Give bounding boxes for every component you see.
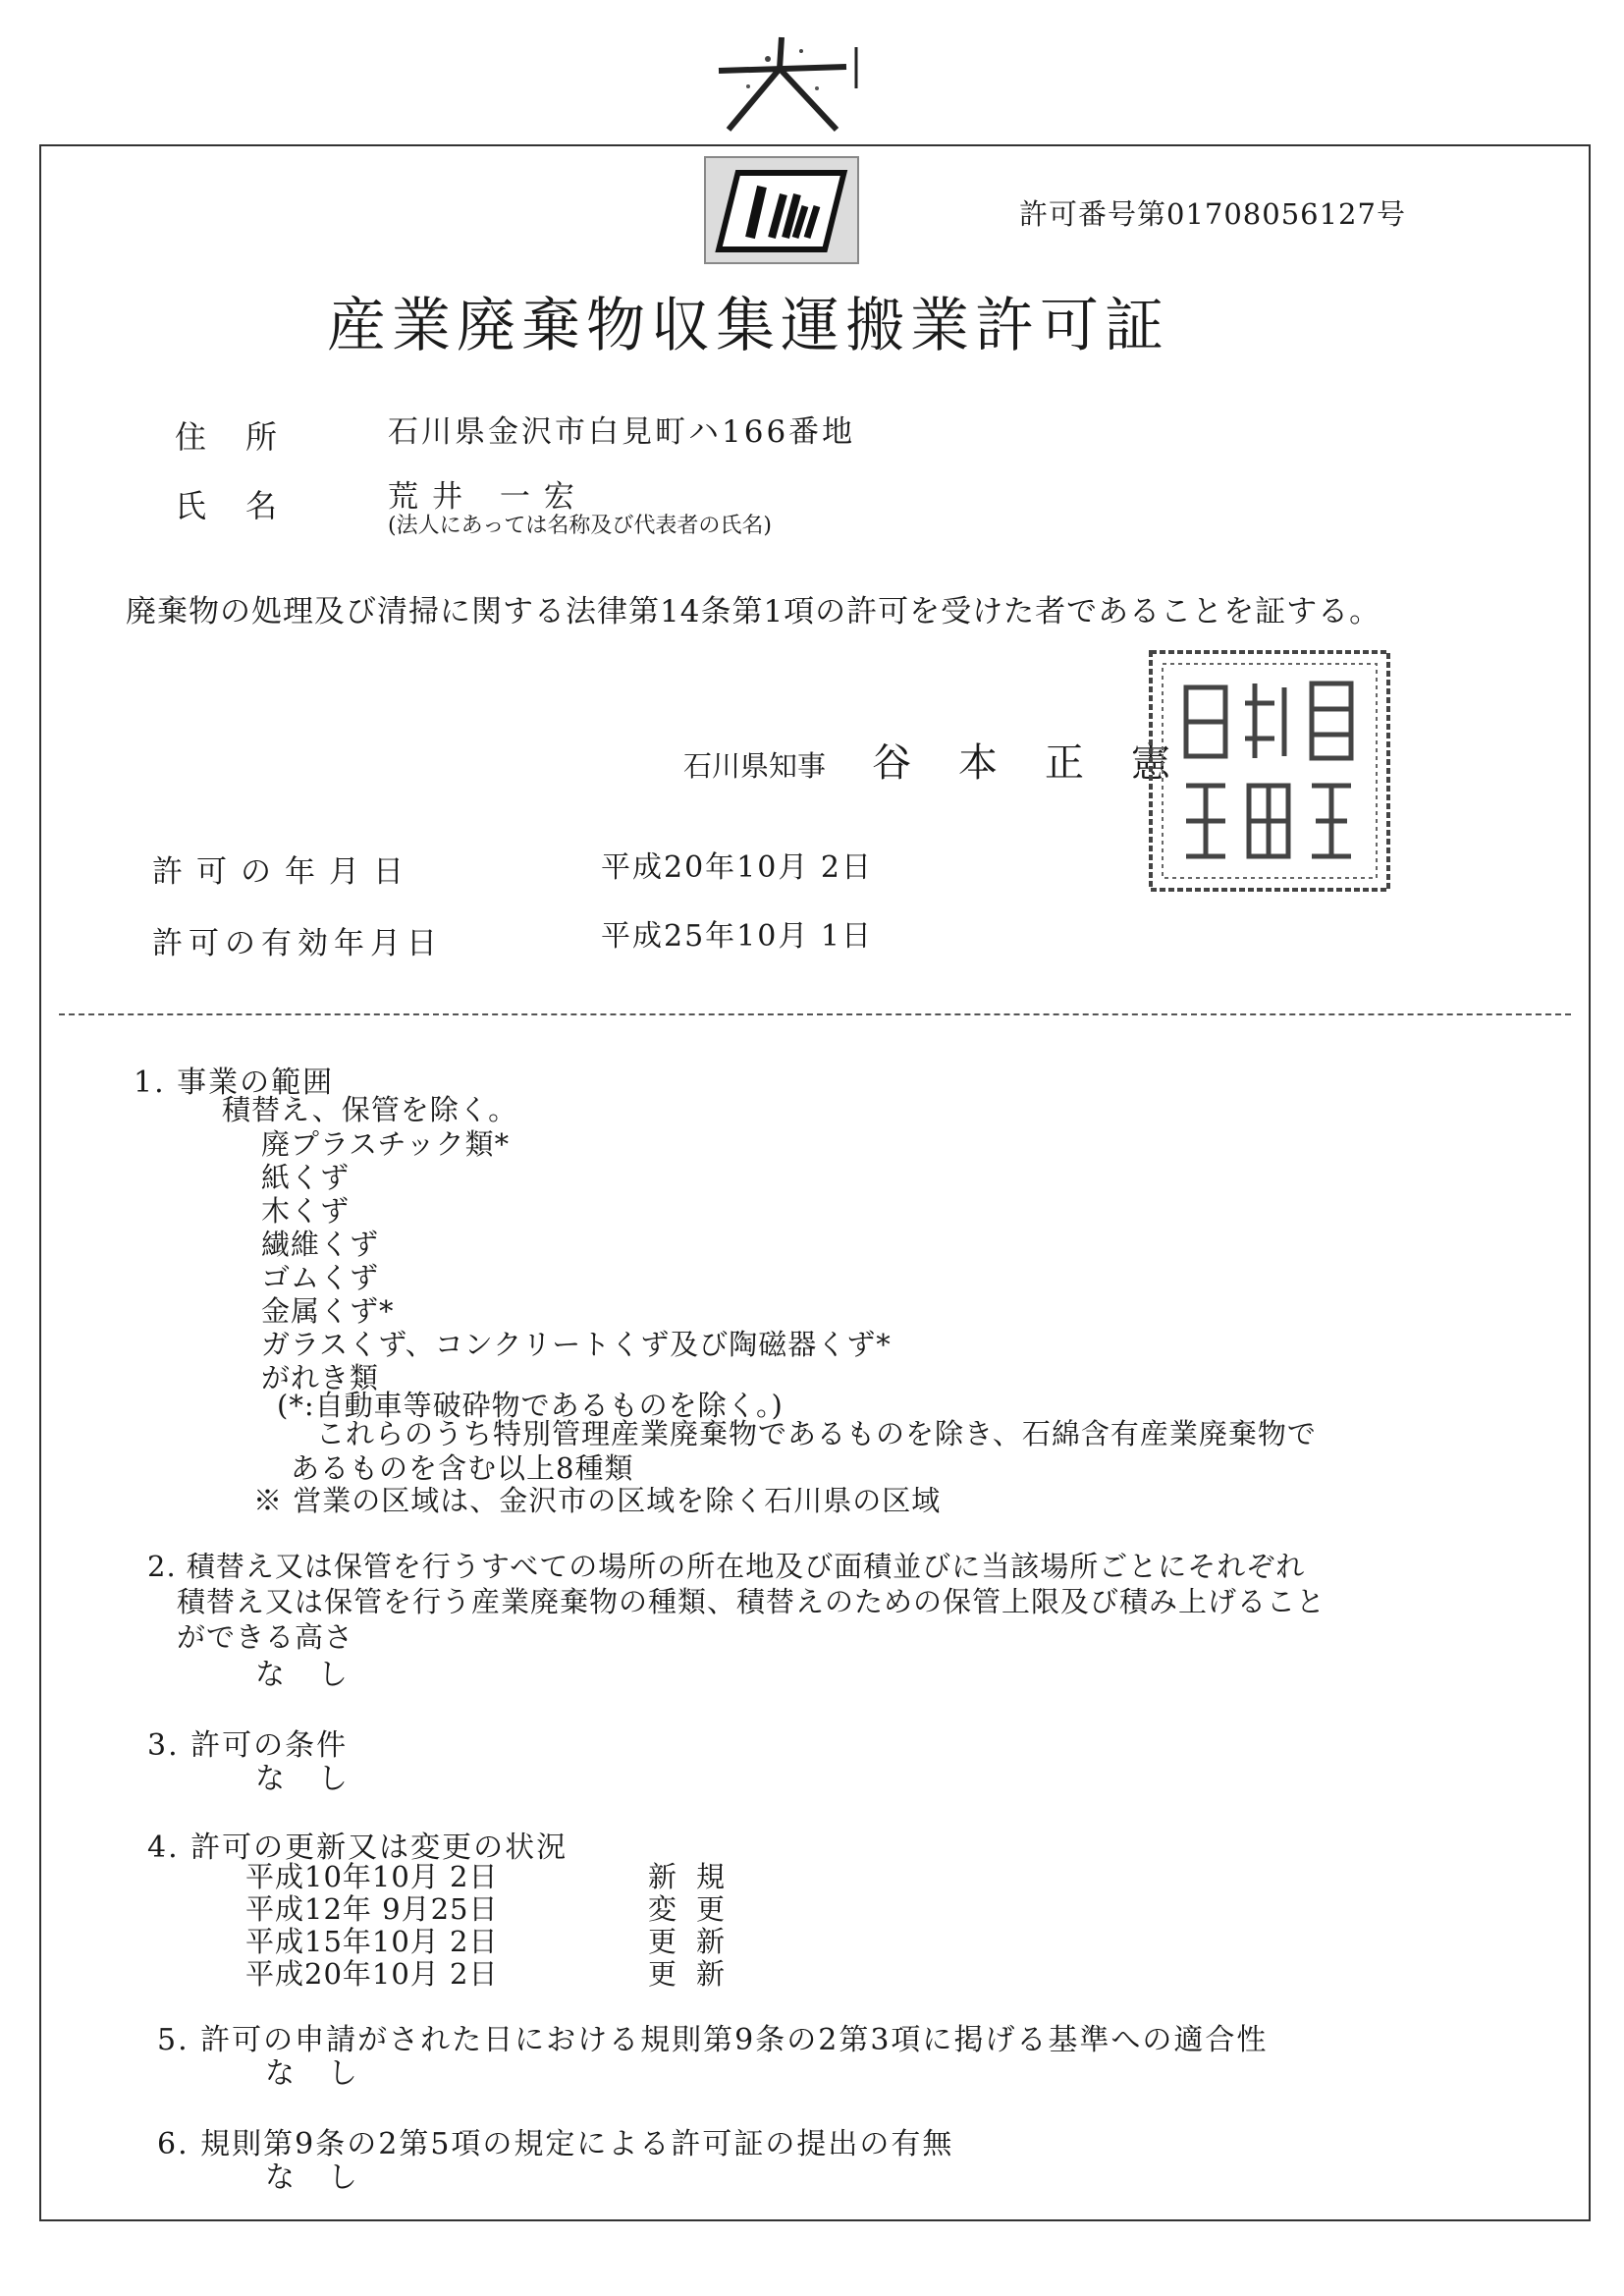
- name-value: 荒井 一宏: [388, 479, 588, 515]
- section1-item: 木くず: [261, 1194, 351, 1228]
- expiry-date-value: 平成25年10月 1日: [601, 919, 873, 954]
- section1-heading: 1. 事業の範囲: [134, 1066, 335, 1100]
- document-title: 産業廃棄物収集運搬業許可証: [327, 292, 1169, 360]
- section4-entry-date: 平成20年10月 2日: [245, 1957, 499, 1991]
- address-label: 住所: [175, 418, 317, 456]
- section2-line2: 積替え又は保管を行う産業廃棄物の種類、積替えのための保管上限及び積み上げること: [177, 1585, 1326, 1618]
- certification-logo-icon: [703, 155, 860, 265]
- section4-entry-type: 更新: [648, 1925, 745, 1958]
- section1-item: 金属くず*: [261, 1294, 395, 1328]
- section1-note-line1: これらのうち特別管理産業廃棄物であるものを除き、石綿含有産業廃棄物で: [316, 1417, 1317, 1450]
- section4-heading: 4. 許可の更新又は変更の状況: [147, 1831, 568, 1865]
- section-divider: [59, 1013, 1571, 1015]
- address-value: 石川県金沢市白見町ハ166番地: [388, 414, 856, 450]
- section4-entry-date: 平成10年10月 2日: [245, 1860, 499, 1893]
- official-seal-icon: [1147, 648, 1392, 894]
- section3-heading: 3. 許可の条件: [147, 1728, 349, 1763]
- section1-subheading: 積替え、保管を除く。: [222, 1093, 518, 1126]
- section4-entry-type: 変更: [648, 1892, 745, 1926]
- section6-heading: 6. 規則第9条の2第5項の規定による許可証の提出の有無: [157, 2127, 954, 2161]
- section5-value: なし: [265, 2056, 391, 2091]
- section4-entry-type: 更新: [648, 1957, 745, 1991]
- section3-value: なし: [255, 1762, 381, 1796]
- section1-item: ガラスくず、コンクリートくず及び陶磁器くず*: [261, 1328, 892, 1361]
- issuer-title: 石川県知事: [683, 749, 827, 783]
- section2-line3: ができる高さ: [177, 1620, 354, 1654]
- name-label: 氏名: [175, 487, 317, 524]
- section1-item: 廃プラスチック類*: [261, 1127, 511, 1161]
- certification-statement: 廃棄物の処理及び清掃に関する法律第14条第1項の許可を受けた者であることを証する。: [126, 594, 1381, 629]
- permit-date-value: 平成20年10月 2日: [601, 850, 873, 885]
- section1-item: 繊維くず: [261, 1228, 380, 1261]
- name-note: (法人にあっては名称及び代表者の氏名): [388, 514, 772, 538]
- section1-note-exclusion: (*:自動車等破砕物であるものを除く。): [277, 1389, 784, 1422]
- section1-item: がれき類: [261, 1361, 380, 1394]
- section4-entry-date: 平成12年 9月25日: [245, 1892, 499, 1926]
- section1-item: 紙くず: [261, 1161, 351, 1194]
- section2-line1: 2. 積替え又は保管を行うすべての場所の所在地及び面積並びに当該場所ごとにそれぞれ: [147, 1550, 1306, 1583]
- section5-heading: 5. 許可の申請がされた日における規則第9条の2第3項に掲げる基準への適合性: [157, 2023, 1269, 2057]
- permit-date-label: 許可の年月日: [152, 854, 417, 890]
- section2-value: なし: [255, 1658, 381, 1692]
- issuer-name: 谷本正憲: [872, 740, 1218, 786]
- section4-entry-type: 新規: [648, 1860, 745, 1893]
- section4-entry-date: 平成15年10月 2日: [245, 1925, 499, 1958]
- expiry-date-label: 許可の有効年月日: [152, 926, 443, 961]
- section1-note-line2: あるものを含む以上8種類: [291, 1451, 634, 1485]
- license-number: 許可番号第01708056127号: [1019, 197, 1406, 231]
- section1-business-area: ※ 営業の区域は、金沢市の区域を除く石川県の区域: [253, 1484, 942, 1517]
- section6-value: なし: [265, 2160, 391, 2195]
- section1-item: ゴムくず: [261, 1261, 380, 1294]
- top-stamp-mark-icon: [699, 29, 866, 137]
